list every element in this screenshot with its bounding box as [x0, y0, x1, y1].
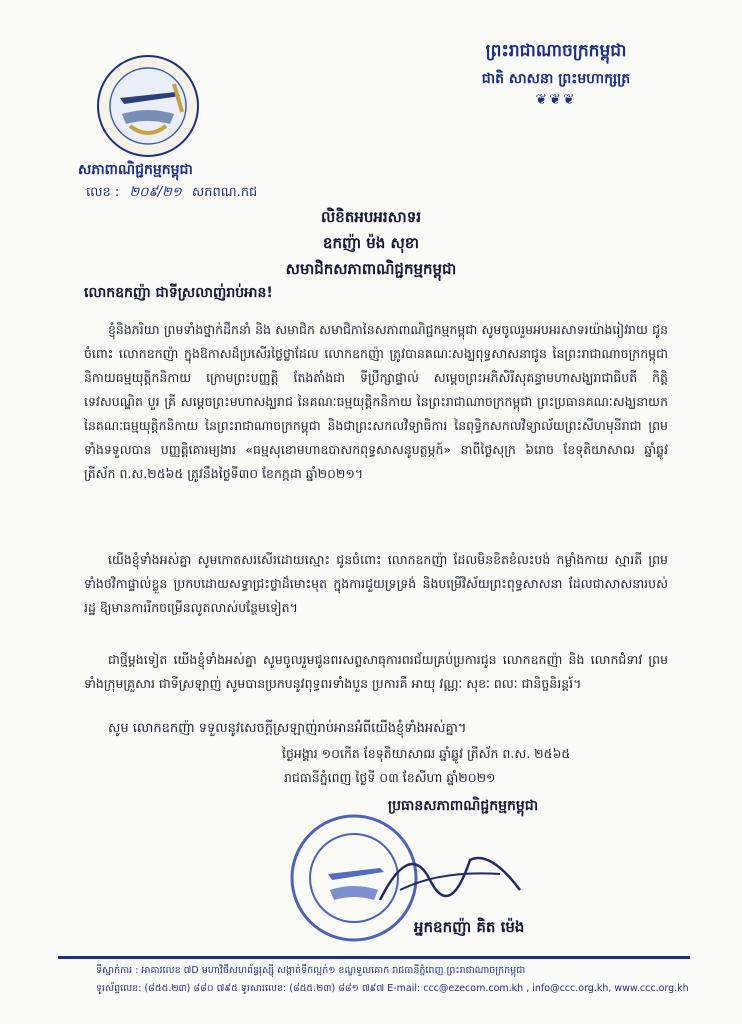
lunar-date: ថ្ងៃអង្គារ ១០កើត ខែទុតិយាសាឍ ឆ្នាំឆ្លូវ ត្រីស័ក ព.ស. ២៥៦៥: [282, 746, 571, 761]
heading-line-3: សមាជិកសភាពាណិជ្ជកម្មកម្ពុជា: [285, 260, 457, 278]
paragraph-2: យើងខ្ញុំទាំងអស់គ្នា សូមកោតសរសើរដោយស្មោះ ជូនចំពោះ លោកឧកញ៉ា ដែលមិនខិតខំលះបង់ កម្លាំងកាយ ស្មារតី ព្រមទាំងថវិកាផ្ទាល់ខ្លួន ប្រកបដោយសទ្ធាជ្រះថ្លាដ៏មោះមុត ក្នុងការជួយទ្រទ្រង់ និងបម្រើវិស័យព្រះពុទ្ធសាសនា ដែលជាសាសនារបស់រដ្ឋ ឱ្យមានការរីកចម្រើនលូតលាស់បន្ថែមទៀត។: [84, 552, 668, 615]
heading-line-2: ឧកញ៉ា ម៉ង សុខា: [322, 234, 420, 252]
letter-heading: [0, 204, 742, 282]
footer-address: ទីស្នាក់ការ : អាគារលេខ ៧D មហាវិថីសហព័ន្ធរុស្ស៊ី សង្កាត់ទឹកល្អក់១ ខណ្ឌទួលគោក រាជធានីភ្នំពេញ ព្រះរាជាណាចក្រកម្ពុជា: [96, 965, 526, 976]
ref-number: ២០៩/២១: [129, 185, 182, 200]
ornament-icon: ❦❦❦: [535, 92, 577, 108]
chamber-logo: [96, 54, 200, 158]
solar-date: រាជធានីភ្នំពេញ ថ្ងៃទី ០៣ ខែសីហា ឆ្នាំ២០២១: [284, 770, 496, 785]
handwritten-signature: [370, 830, 530, 920]
kingdom-motto: [436, 40, 676, 108]
ref-suffix: សភពណ.កជ: [191, 185, 258, 200]
paragraph-1: ខ្ញុំនិងភរិយា ព្រមទាំងថ្នាក់ដឹកនាំ និង សមាជិក សមាជិកានៃសភាពាណិជ្ជកម្មកម្ពុជា សូមចូលរួមអបអរសាទរយ៉ាងរៀវរាយ ជូនចំពោះ លោកឧកញ៉ា ក្នុងឱកាសដ៏ប្រសើរថ្លៃថ្លាដែល លោកឧកញ៉ា ត្រូវបានគណៈសង្ឃពុទ្ធសាសនាជូន នៃព្រះរាជាណាចក្រកម្ពុជា និកាយធម្មយុត្តិកនិកាយ ក្រោមព្រះបញ្ញត្តិ តែងតាំងជា ទីប្រឹក្សាផ្ទាល់ សម្តេចព្រះអភិសិរីសុគន្ធាមហាសង្ឃរាជាធិបតី កិត្តិទេវសបណ្ឌិត បួរ គ្រី សម្តេចព្រះមហាសង្ឃរាជ នៃគណៈធម្មយុត្តិកនិកាយ នៃព្រះរាជាណាចក្រកម្ពុជា ព្រះប្រធានគណៈសង្ឃនាយក នៃគណៈធម្មយុត្តិកនិកាយ នៃព្រះរាជាណាចក្រកម្ពុជា និងជាព្រះសកលវិទ្យាធិការ នៃពុទ្ធិកសកលវិទ្យាល័យព្រះសីហមុនីរាជា ព្រមទាំងទទួលបាន បញ្ញត្តិគោរម្យងារ «ធម្មសុខោមហាឧបាសកពុទ្ធសាសនូបត្ថម្ភក៍» នាពីថ្ងៃសុក្រ ៦រោច ខែទុតិយាសាឍ ឆ្នាំឆ្លូវ ត្រីស័ក ព.ស.២៥៦៥ ត្រូវនឹងថ្ងៃទី៣០ ខែកក្កដា ឆ្នាំ២០២១។: [84, 322, 668, 481]
org-name: សភាពាណិជ្ជកម្មកម្ពុជា: [78, 162, 193, 178]
nation-motto: ជាតិ សាសនា ព្រះមហាក្សត្រ: [481, 71, 631, 87]
ref-label: លេខ :: [86, 185, 120, 200]
signatory-title: ប្រធានសភាពាណិជ្ជកម្មកម្ពុជា: [388, 798, 539, 814]
footer-contact: ទូរស័ព្ទលេខ: (៨៥៥.២៣) ៨៨០ ៧៩៥ ទូរសារលេខ: (៨៥៥.២៣) ៨៨១ ៧៩៧ E-mail: ccc@ezecom.com.kh , info@ccc.org.kh, www.ccc.org.kh: [96, 983, 689, 994]
reference-number: [86, 184, 257, 203]
closing-line: សូម លោកឧកញ៉ា ទទួលនូវសេចក្តីស្រឡាញ់រាប់អានអំពីយើងខ្ញុំទាំងអស់គ្នា។: [108, 721, 467, 736]
signatory-name: អ្នកឧកញ៉ា គិត ម៉េង: [414, 918, 525, 936]
paragraph-3: ជាថ្មីម្តងទៀត យើងខ្ញុំទាំងអស់គ្នា សូមចូលរួមជូនពរសព្ទសាធុការពរជ័យគ្រប់ប្រការជូន លោកឧកញ៉ា និង លោកជំទាវ ព្រមទាំងក្រុមគ្រួសារ ជាទីស្រឡាញ់ សូមបានប្រកបនូវពុទ្ធពរទាំងបួន ប្រការគឺ អាយុ វណ្ណៈ សុខៈ ពលៈ ជានិច្ចនិរន្តរ៍។: [84, 652, 668, 691]
kingdom-title: ព្រះរាជាណាចក្រកម្ពុជា: [485, 41, 627, 61]
salutation: លោកឧកញ៉ា ជាទីស្រលាញ់រាប់អាន!: [84, 285, 273, 301]
heading-line-1: លិខិតអបអរសាទរ: [321, 208, 421, 226]
footer-divider: [58, 956, 690, 959]
